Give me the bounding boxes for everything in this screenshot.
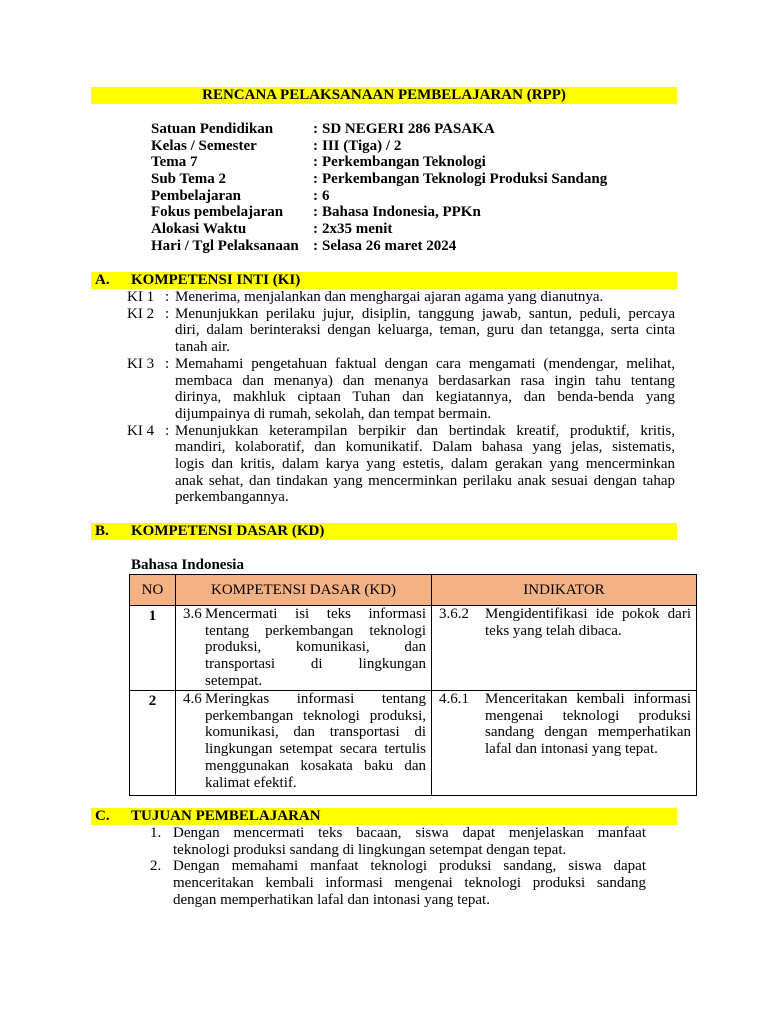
goal-item-1: [150, 825, 650, 858]
kd-cell: [176, 606, 432, 691]
goal-text: [173, 858, 646, 908]
header-no: NO: [130, 575, 176, 606]
field-value-wrap: [313, 138, 401, 155]
section-c-heading: [91, 808, 677, 825]
field-value: Perkembangan Teknologi: [322, 154, 486, 171]
text-line: Dengan mencermati teks bacaan, siswa dapat menjelaskan manfaat: [173, 825, 646, 841]
separator-colon: :: [313, 171, 318, 188]
identity-block: [151, 121, 671, 255]
kd-text: [205, 606, 426, 690]
indicator-code: 4.6.1: [439, 691, 469, 707]
field-label: Tema 7: [151, 154, 198, 171]
text-line: Memahami pengetahuan faktual dengan cara mengamati (mendengar, melihat,: [175, 355, 675, 372]
kd-code: 3.6: [183, 606, 202, 622]
text-line: Meringkas informasi tentang: [205, 691, 426, 707]
separator-colon: :: [313, 137, 318, 154]
field-value-wrap: [313, 238, 456, 255]
field-label: Sub Tema 2: [151, 171, 227, 188]
text-line: logis dan kritis, dalam karya yang estetis, dalam gerakan yang mencerminkan: [175, 456, 675, 473]
row-number: 1: [130, 606, 176, 691]
kd-code: 4.6: [183, 691, 202, 707]
text-line: setempat.: [205, 672, 263, 689]
text-line: Menunjukkan perilaku jujur, disiplin, tanggung jawab, santun, peduli, percaya: [175, 305, 675, 322]
separator-colon: :: [313, 121, 318, 137]
text-line: membaca dan menanya) dan menanya berdasarkan rasa ingin tahu tentang: [175, 372, 675, 389]
field-hari-tanggal: [151, 238, 671, 255]
ki-text: [175, 356, 675, 423]
field-value-wrap: [313, 204, 481, 221]
kd-cell-content: [176, 606, 431, 690]
indicator-cell: [432, 691, 697, 796]
field-label: Kelas / Semester: [151, 137, 257, 154]
separator-colon: :: [313, 237, 318, 254]
indicator-code: 3.6.2: [439, 606, 469, 622]
text-line: komunikasi, dan transportasi di: [205, 724, 426, 741]
field-tema: [151, 154, 671, 171]
goal-text: [173, 825, 646, 858]
text-line: teks yang telah dibaca.: [485, 622, 622, 639]
text-line: tanah air.: [175, 339, 230, 356]
text-line: transportasi di lingkungan: [205, 656, 426, 673]
section-letter: A.: [95, 272, 110, 288]
text-line: Menceritakan kembali informasi: [485, 691, 691, 707]
text-line: menceritakan kembali informasi mengenai teknologi produksi sandang: [173, 875, 646, 892]
field-kelas-semester: [151, 138, 671, 155]
text-line: perkembangannya.: [175, 489, 289, 506]
separator-colon: :: [313, 154, 318, 171]
field-value: SD NEGERI 286 PASAKA: [322, 121, 495, 137]
ki-code: KI 2: [127, 305, 155, 322]
section-a-heading: [91, 272, 677, 289]
text-line: perkembangan teknologi produksi,: [205, 707, 426, 724]
subject-label: Bahasa Indonesia: [131, 557, 244, 573]
field-label: Satuan Pendidikan: [151, 121, 274, 137]
field-value: Selasa 26 maret 2024: [322, 237, 457, 254]
text-line: Dengan memahami manfaat teknologi produksi sandang, siswa dapat: [173, 858, 646, 875]
text-line: kalimat efektif.: [205, 774, 297, 791]
ki-code: KI 3: [127, 355, 155, 372]
table-row: [130, 606, 697, 691]
text-line: dirinya, makhluk ciptaan Tuhan dan kegiatannya, dan benda-benda yang: [175, 389, 675, 406]
text-line: lingkungan setempat secara tertulis: [205, 741, 426, 758]
kd-text: [205, 691, 426, 791]
field-pembelajaran: [151, 188, 671, 205]
text-line: Menunjukkan keterampilan berpikir dan bertindak kreatif, produktif, kritis,: [175, 422, 675, 439]
text-line: Menerima, menjalankan dan menghargai ajaran agama yang dianutnya.: [175, 289, 604, 305]
ki-code: KI 1: [127, 289, 155, 305]
text-line: tentang perkembangan teknologi: [205, 622, 426, 639]
field-value-wrap: [313, 221, 392, 238]
field-fokus-pembelajaran: [151, 204, 671, 221]
field-value: 6: [322, 187, 330, 204]
separator-colon: :: [165, 305, 170, 322]
ki-list: [127, 289, 675, 506]
text-line: Mengidentifikasi ide pokok dari: [485, 606, 691, 622]
text-line: mengenai teknologi produksi: [485, 707, 691, 724]
ki-code: KI 4: [127, 422, 155, 439]
text-line: sandang dengan memperhatikan: [485, 724, 691, 741]
field-value-wrap: [313, 188, 330, 205]
goal-number: 1.: [150, 825, 162, 841]
text-line: dengan memperhatikan lafal dan intonasi yang tepat.: [173, 891, 490, 908]
row-number: 2: [130, 691, 176, 796]
header-kd: KOMPETENSI DASAR (KD): [176, 575, 432, 606]
separator-colon: :: [313, 204, 318, 221]
text-line: teknologi produksi sandang di lingkungan setempat dengan tepat.: [173, 841, 567, 858]
indicator-cell-content: [432, 691, 696, 758]
ki-item-2: [127, 306, 675, 356]
field-value-wrap: [313, 154, 486, 171]
section-letter: B.: [95, 523, 109, 539]
text-line: Mencermati isi teks informasi: [205, 606, 426, 622]
separator-colon: :: [165, 289, 170, 305]
goal-item-2: [150, 858, 650, 908]
field-label: Pembelajaran: [151, 187, 241, 204]
ki-text: [175, 423, 675, 507]
text-line: mandiri, kolaboratif, dan komunikatif. Dalam bahasa yang jelas, sistematis,: [175, 439, 675, 456]
ki-item-1: [127, 289, 675, 306]
ki-text: [175, 289, 675, 306]
ki-item-4: [127, 423, 675, 507]
field-label: Hari / Tgl Pelaksanaan: [151, 237, 299, 254]
separator-colon: :: [313, 221, 318, 238]
indicator-text: [485, 606, 691, 639]
table-row: [130, 691, 697, 796]
text-line: menggunakan kosakata baku dan: [205, 757, 426, 774]
field-value: Bahasa Indonesia, PPKn: [322, 204, 481, 221]
document-title: RENCANA PELAKSANAAN PEMBELAJARAN (RPP): [91, 87, 677, 104]
ki-text: [175, 306, 675, 356]
text-line: produksi, komunikasi, dan: [205, 639, 426, 656]
field-value: III (Tiga) / 2: [322, 137, 402, 154]
kd-cell: [176, 691, 432, 796]
text-line: lafal dan intonasi yang tepat.: [485, 741, 658, 758]
field-value: 2x35 menit: [322, 221, 393, 238]
section-title: KOMPETENSI INTI (KI): [131, 272, 301, 288]
field-label: Fokus pembelajaran: [151, 204, 284, 221]
field-satuan-pendidikan: [151, 121, 671, 138]
ki-item-3: [127, 356, 675, 423]
table-header-row: [130, 575, 697, 606]
field-value-wrap: [313, 171, 607, 188]
learning-goals-list: [150, 825, 650, 909]
separator-colon: :: [165, 422, 170, 439]
section-title: TUJUAN PEMBELAJARAN: [131, 808, 321, 824]
field-sub-tema: [151, 171, 671, 188]
field-label: Alokasi Waktu: [151, 221, 247, 238]
field-value: Perkembangan Teknologi Produksi Sandang: [322, 171, 608, 188]
section-title: KOMPETENSI DASAR (KD): [131, 523, 325, 539]
kd-table: [129, 574, 697, 796]
section-letter: C.: [95, 808, 110, 824]
indicator-text: [485, 691, 691, 758]
indicator-cell: [432, 606, 697, 691]
section-b-heading: [91, 523, 677, 540]
indicator-cell-content: [432, 606, 696, 639]
header-indicator: INDIKATOR: [432, 575, 697, 606]
text-line: anak sehat, dan tindakan yang mencerminkan perilaku anak sesuai dengan tahap: [175, 472, 675, 489]
field-value-wrap: [313, 121, 495, 138]
separator-colon: :: [165, 355, 170, 372]
text-line: dijumpainya di rumah, sekolah, dan tempat bermain.: [175, 405, 492, 422]
text-line: diri, dalam berinteraksi dengan keluarga, teman, guru dan tetangga, serta cinta: [175, 322, 675, 339]
goal-number: 2.: [150, 858, 162, 875]
kd-cell-content: [176, 691, 431, 791]
separator-colon: :: [313, 187, 318, 204]
field-alokasi-waktu: [151, 221, 671, 238]
